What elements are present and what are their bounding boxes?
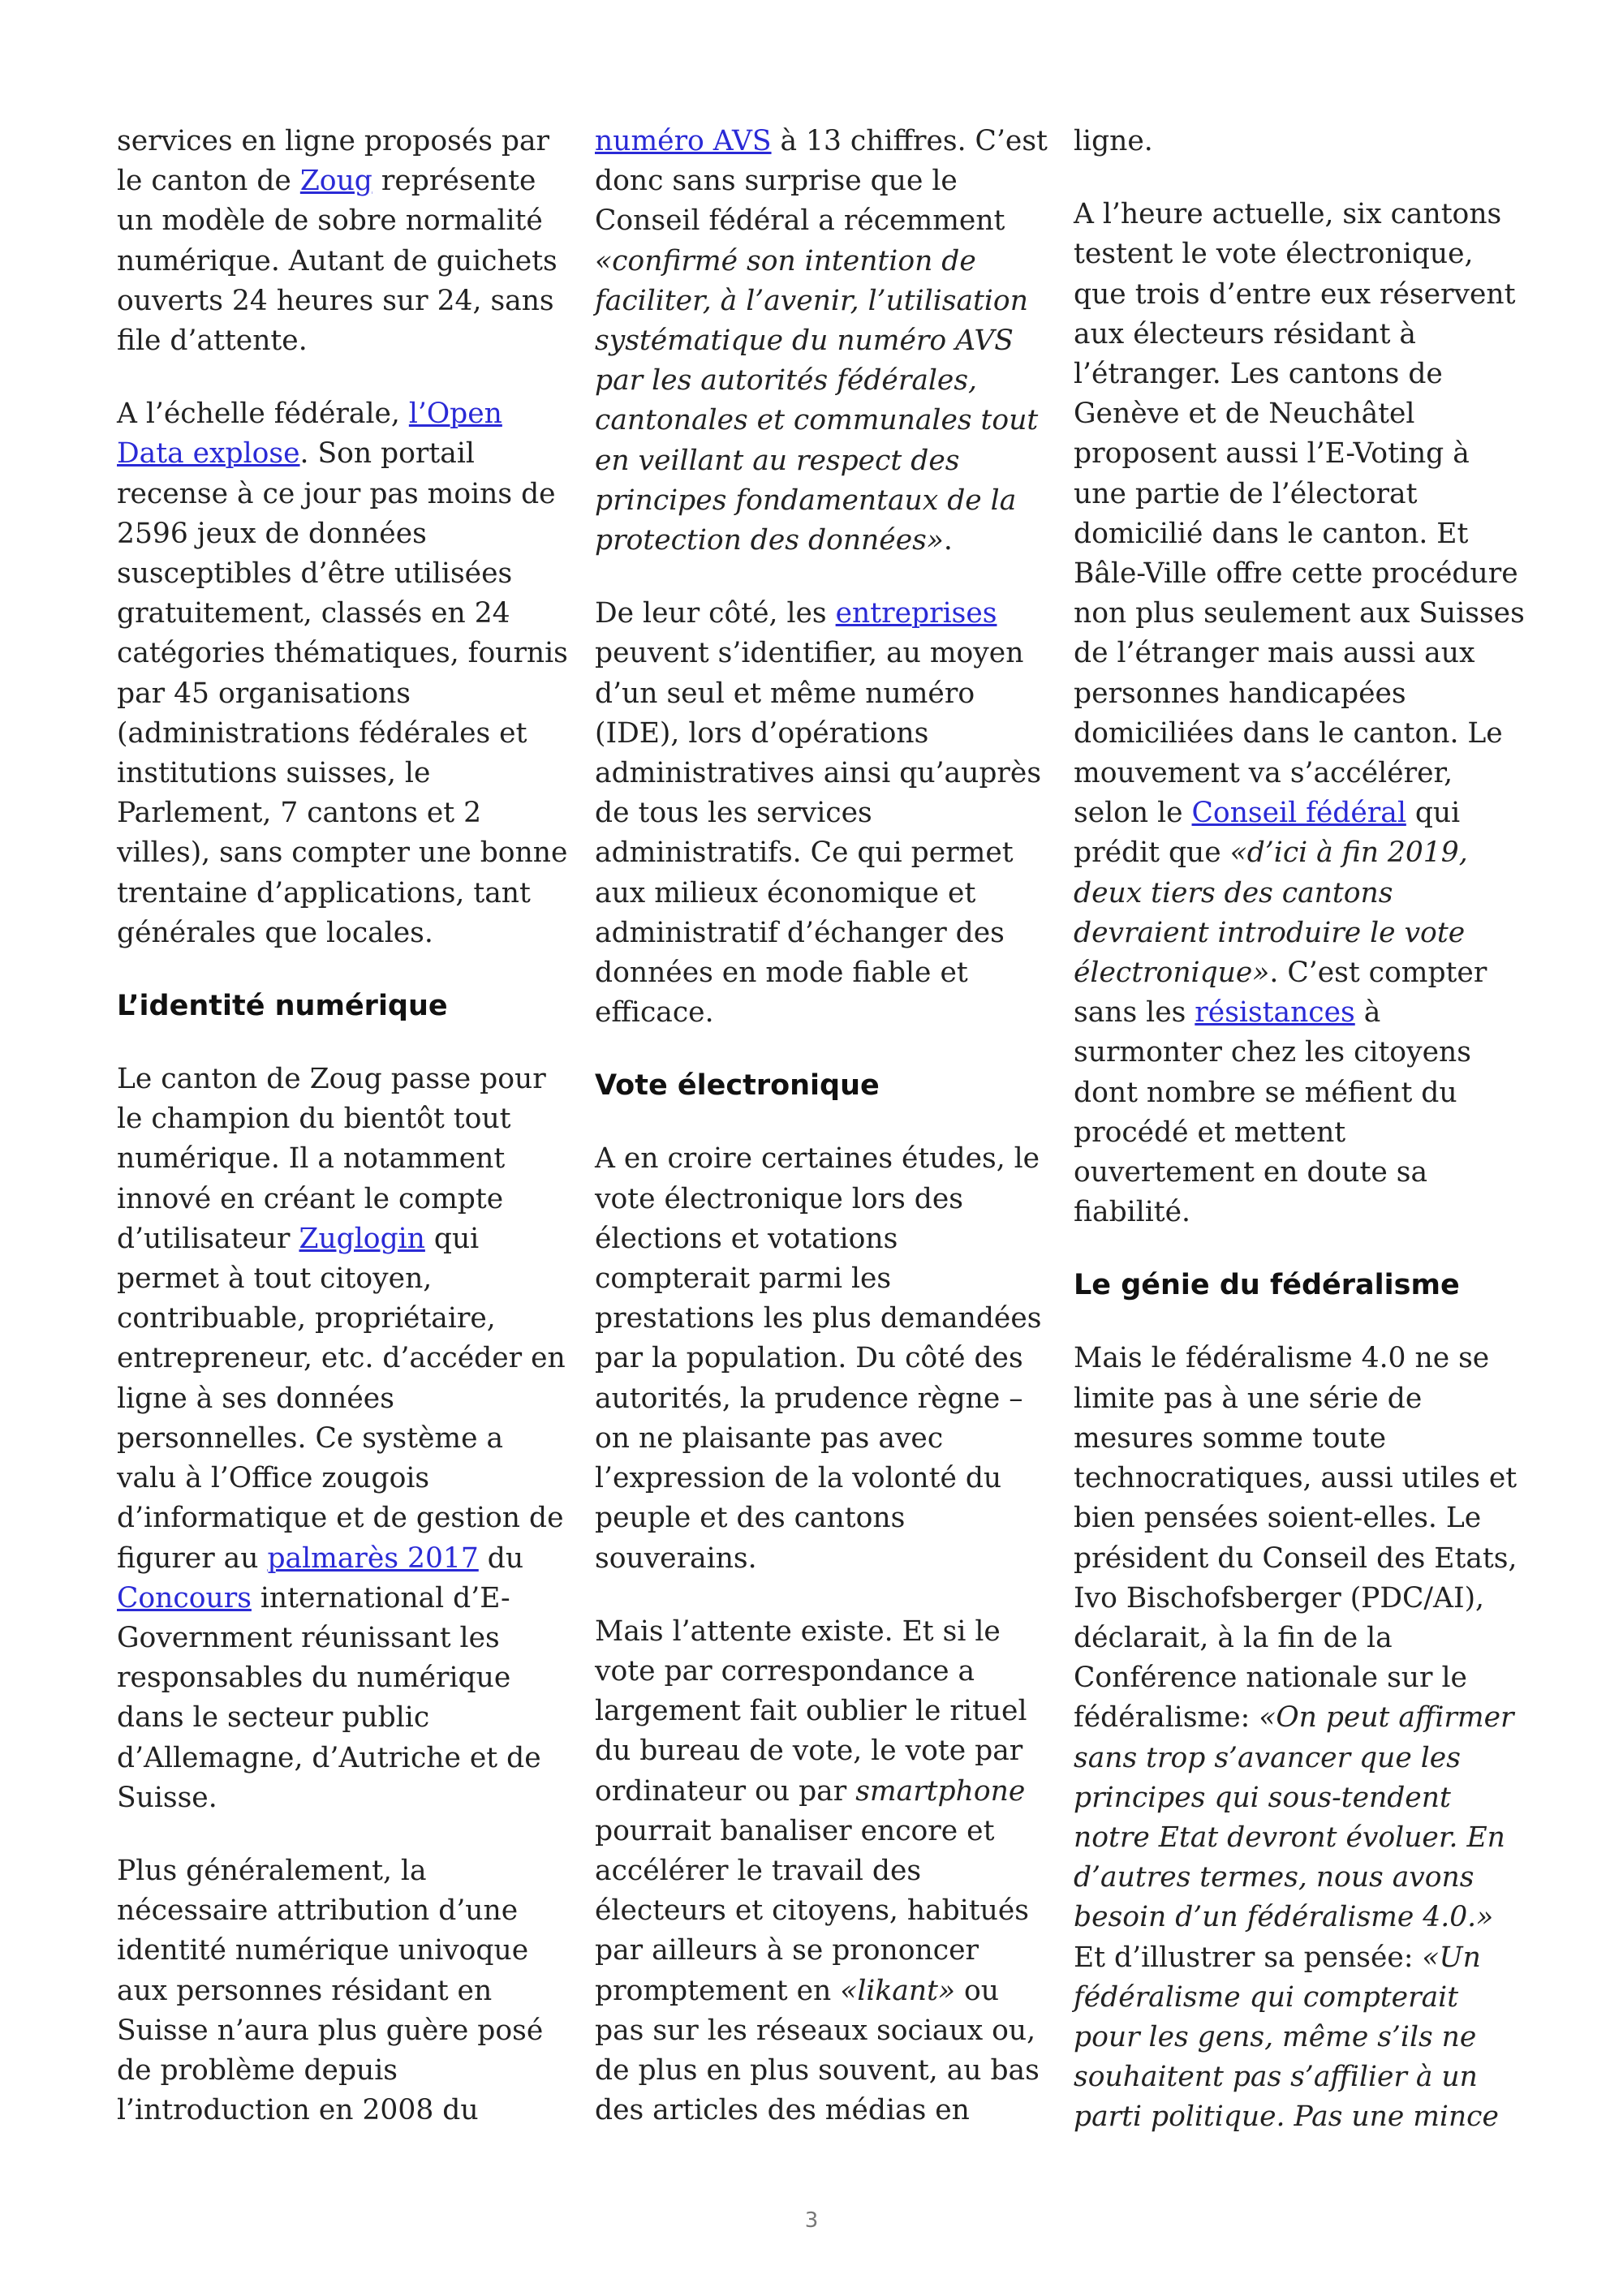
column-3 bbox=[1074, 122, 1528, 2171]
quote: «Un fédéralisme qui compterait pour les gens, même s’ils ne souhaitent pas s’affilier à un parti politique. Pas une mince bbox=[1074, 1941, 1499, 2134]
open-data-link[interactable]: l’Open Data explose bbox=[117, 398, 502, 471]
paragraph: services en ligne proposés par le canton de Zoug représente un modèle de sobre normalité numérique. Autant de guichets ouverts 24 heures sur 24, sans file d’attente. bbox=[117, 125, 558, 358]
section-heading-vote-electronique: Vote électronique bbox=[595, 1069, 880, 1103]
concours-link[interactable]: Concours bbox=[117, 1581, 252, 1615]
quote: «confirmé son intention de faciliter, à l’avenir, l’utilisation systématique du numéro AVS par les autorités fédérales, cantonales et communales tout en veillant au respect des principes fondamentaux de la protection des données» bbox=[595, 244, 1039, 557]
paragraph: De leur côté, les entreprises peuvent s’identifier, au moyen d’un seul et même numéro (IDE), lors d’opérations administratives ainsi qu’auprès de tous les services administratifs. Ce qui permet aux milieux économique et administratif d’échanger des données en mode fiable et efficace. bbox=[595, 597, 1042, 1030]
section-heading-genie-federalisme: Le génie du fédéralisme bbox=[1074, 1269, 1460, 1302]
column-1 bbox=[117, 122, 571, 2164]
paragraph: Mais l’attente existe. Et si le vote par correspondance a largement fait oublier le rituel du bureau de vote, le vote par ordinateur ou par smartphone pourrait banaliser encore et accélérer le travail des électeurs et citoyens, habitués par ailleurs à se prononcer promptement en «likant» ou pas sur les réseaux sociaux ou, de plus en plus souvent, au bas des articles des médias en bbox=[595, 1615, 1040, 2127]
zoug-link[interactable]: Zoug bbox=[299, 165, 372, 198]
page-number: 3 bbox=[804, 2208, 819, 2233]
paragraph: Plus généralement, la nécessaire attribution d’une identité numérique univoque aux personnes résidant en Suisse n’aura plus guère posé de problème depuis l’introduction en 2008 du bbox=[117, 1854, 544, 2127]
resistances-link[interactable]: résistances bbox=[1195, 996, 1355, 1030]
paragraph: A en croire certaines études, le vote électronique lors des élections et votations compterait parmi les prestations les plus demandées par la population. Du côté des autorités, la prudence règne – on ne plaisante pas avec l’expression de la volonté du peuple et des cantons souverains. bbox=[595, 1142, 1042, 1575]
quote: «On peut affirmer sans trop s’avancer que les principes qui sous-tendent notre Etat devront évoluer. En d’autres termes, nous avons besoin d’un fédéralisme 4.0.» bbox=[1074, 1701, 1514, 1934]
numero-avs-link[interactable]: numéro AVS bbox=[595, 125, 772, 157]
paragraph: A l’échelle fédérale, l’Open Data explose. Son portail recense à ce jour pas moins de 2596 jeux de données susceptibles d’être utilisées gratuitement, classés en 24 catégories thématiques, fournis par 45 organisations (administrations fédérales et institutions suisses, le Parlement, 7 cantons et 2 villes), sans compter une bonne trentaine d’applications, tant générales que locales. bbox=[117, 398, 568, 949]
paragraph: numéro AVS à 13 chiffres. C’est donc sans surprise que le Conseil fédéral a récemment «confirmé son intention de faciliter, à l’avenir, l’utilisation systématique du numéro AVS par les autorités fédérales, cantonales et communales tout en veillant au respect des principes fondamentaux de la protection des données». bbox=[595, 125, 1048, 557]
zuglogin-link[interactable]: Zuglogin bbox=[299, 1222, 425, 1255]
palmares-2017-link[interactable]: palmarès 2017 bbox=[267, 1541, 479, 1575]
paragraph: A l’heure actuelle, six cantons testent le vote électronique, que trois d’entre eux réservent aux électeurs résidant à l’étranger. Les cantons de Genève et de Neuchâtel proposent aussi l’E-Voting à une partie de l’électorat domicilié dans le canton. Et Bâle-Ville offre cette procédure non plus seulement aux Suisses de l’étranger mais aussi aux personnes handicapées domiciliées dans le canton. Le mouvement va s’accélérer, selon le Conseil fédéral qui prédit que «d’ici à fin 2019, deux tiers des cantons devraient introduire le vote électronique». C’est compter sans les résistances à surmonter chez les citoyens dont nombre se méfient du procédé et mettent ouvertement en doute sa fiabilité. bbox=[1074, 198, 1525, 1229]
entreprises-link[interactable]: entreprises bbox=[835, 597, 997, 630]
paragraph: Le canton de Zoug passe pour le champion du bientôt tout numérique. Il a notamment innové en créant le compte d’utilisateur Zuglogin qui permet à tout citoyen, contribuable, propriétaire, entrepreneur, etc. d’accéder en ligne à ses données personnelles. Ce système a valu à l’Office zougois d’informatique et de gestion de figurer au palmarès 2017 du Concours international d’E-Government réunissant les responsables du numérique dans le secteur public d’Allemagne, d’Autriche et de Suisse. bbox=[117, 1063, 566, 1814]
section-heading-identite-numerique: L’identité numérique bbox=[117, 990, 448, 1023]
quote: «d’ici à fin 2019, deux tiers des cantons devraient introduire le vote électronique» bbox=[1074, 836, 1468, 990]
conseil-federal-link[interactable]: Conseil fédéral bbox=[1191, 797, 1406, 830]
paragraph: Mais le fédéralisme 4.0 ne se limite pas à une série de mesures somme toute technocratiques, aussi utiles et bien pensées soient-elles. Le président du Conseil des Etats, Ivo Bischofsberger (PDC/AI), déclarait, à la fin de la Conférence nationale sur le fédéralisme: «On peut affirmer sans trop s’avancer que les principes qui sous-tendent notre Etat devront évoluer. En d’autres termes, nous avons besoin d’un fédéralisme 4.0.» Et d’illustrer sa pensée: «Un fédéralisme qui compterait pour les gens, même s’ils ne souhaitent pas s’affilier à un parti politique. Pas une mince bbox=[1074, 1342, 1518, 2134]
paragraph: ligne. bbox=[1074, 125, 1153, 157]
column-2 bbox=[595, 122, 1049, 2164]
